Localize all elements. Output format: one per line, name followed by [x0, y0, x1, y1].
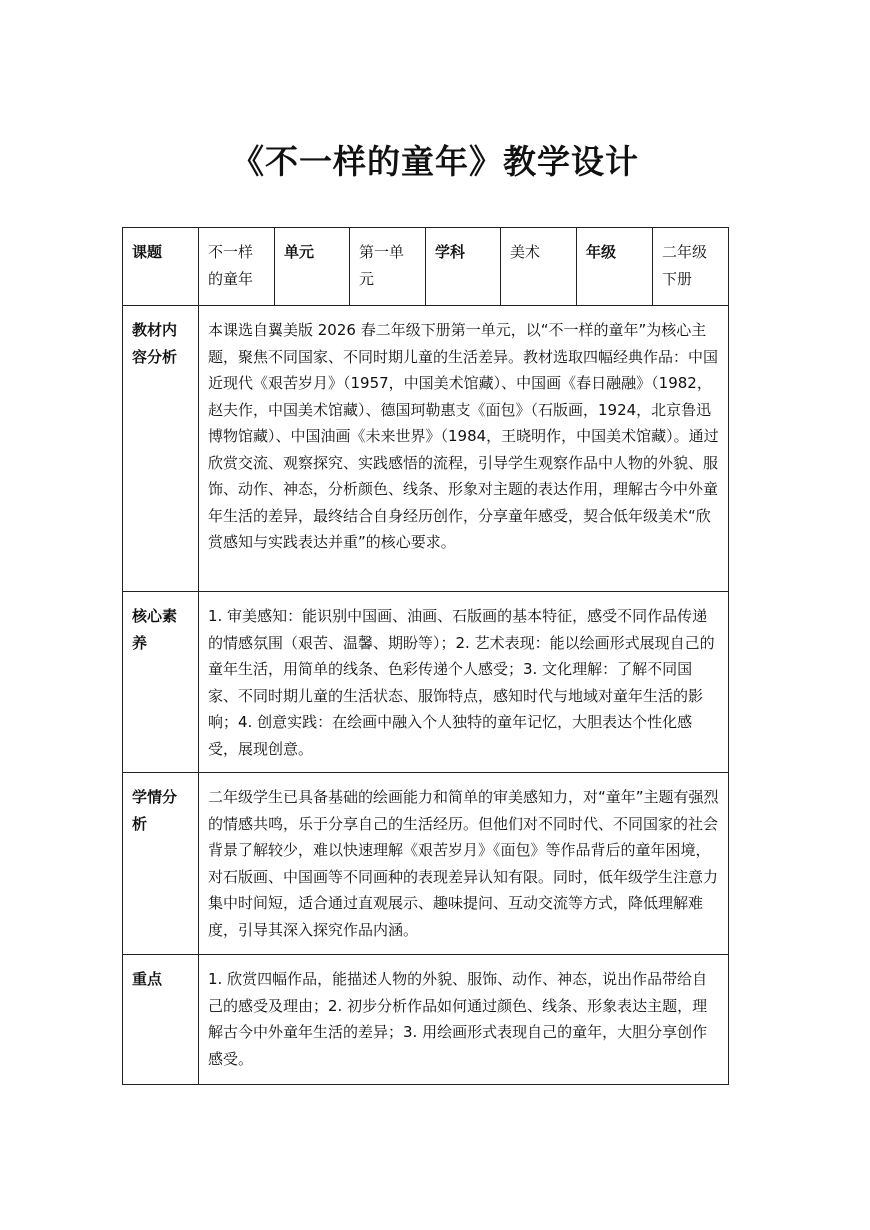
core-literacy-row [123, 592, 729, 773]
page-title: 《不一样的童年》教学设计 [231, 142, 639, 181]
key-points-label: 重点 [123, 955, 199, 1085]
learner-analysis-row [123, 773, 729, 955]
header-row [123, 228, 729, 306]
unit-label: 单元 [275, 228, 350, 306]
learner-analysis-label: 学情分析 [123, 773, 199, 955]
subject-label: 学科 [426, 228, 501, 306]
textbook-analysis-label: 教材内容分析 [123, 306, 199, 592]
grade-label: 年级 [577, 228, 653, 306]
textbook-analysis-text: 本课选自翼美版 2026 春二年级下册第一单元，以“不一样的童年”为核心主题，聚焦不同国家、不同时期儿童的生活差异。教材选取四幅经典作品：中国近现代《艰苦岁月》（1957，中国美术馆藏）、中国画《春日融融》（1982，赵夫作，中国美术馆藏）、德国珂勒惠支《面包》（石版画，1924，北京鲁迅博物馆藏）、中国油画《未来世界》（1984，王晓明作，中国美术馆藏）。通过欣赏交流、观察探究、实践感悟的流程，引导学生观察作品中人物的外貌、服饰、动作、神态，分析颜色、线条、形象对主题的表达作用，理解古今中外童年生活的差异，最终结合自身经历创作，分享童年感受，契合低年级美术“欣赏感知与实践表达并重”的核心要求。 [199, 306, 729, 592]
core-literacy-text: 1. 审美感知：能识别中国画、油画、石版画的基本特征，感受不同作品传递的情感氛围（艰苦、温馨、期盼等）；2. 艺术表现：能以绘画形式展现自己的童年生活，用简单的线条、色彩传递个人感受；3. 文化理解：了解不同国家、不同时期儿童的生活状态、服饰特点，感知时代与地域对童年生活的影响；4. 创意实践：在绘画中融入个人独特的童年记忆，大胆表达个性化感受，展现创意。 [199, 592, 729, 773]
unit-value: 第一单元 [350, 228, 426, 306]
textbook-analysis-row [123, 306, 729, 592]
course-value: 不一样的童年 [199, 228, 275, 306]
learner-analysis-text: 二年级学生已具备基础的绘画能力和简单的审美感知力，对“童年”主题有强烈的情感共鸣，乐于分享自己的生活经历。但他们对不同时代、不同国家的社会背景了解较少，难以快速理解《艰苦岁月》《面包》等作品背后的童年困境，对石版画、中国画等不同画种的表现差异认知有限。同时，低年级学生注意力集中时间短，适合通过直观展示、趣味提问、互动交流等方式，降低理解难度，引导其深入探究作品内涵。 [199, 773, 729, 955]
key-points-text: 1. 欣赏四幅作品，能描述人物的外貌、服饰、动作、神态，说出作品带给自己的感受及理由；2. 初步分析作品如何通过颜色、线条、形象表达主题，理解古今中外童年生活的差异；3. 用绘画形式表现自己的童年，大胆分享创作感受。 [199, 955, 729, 1085]
grade-value: 二年级下册 [653, 228, 729, 306]
key-points-row [123, 955, 729, 1085]
core-literacy-label: 核心素养 [123, 592, 199, 773]
lesson-design-table [122, 227, 729, 1085]
subject-value: 美术 [501, 228, 577, 306]
course-label: 课题 [123, 228, 199, 306]
